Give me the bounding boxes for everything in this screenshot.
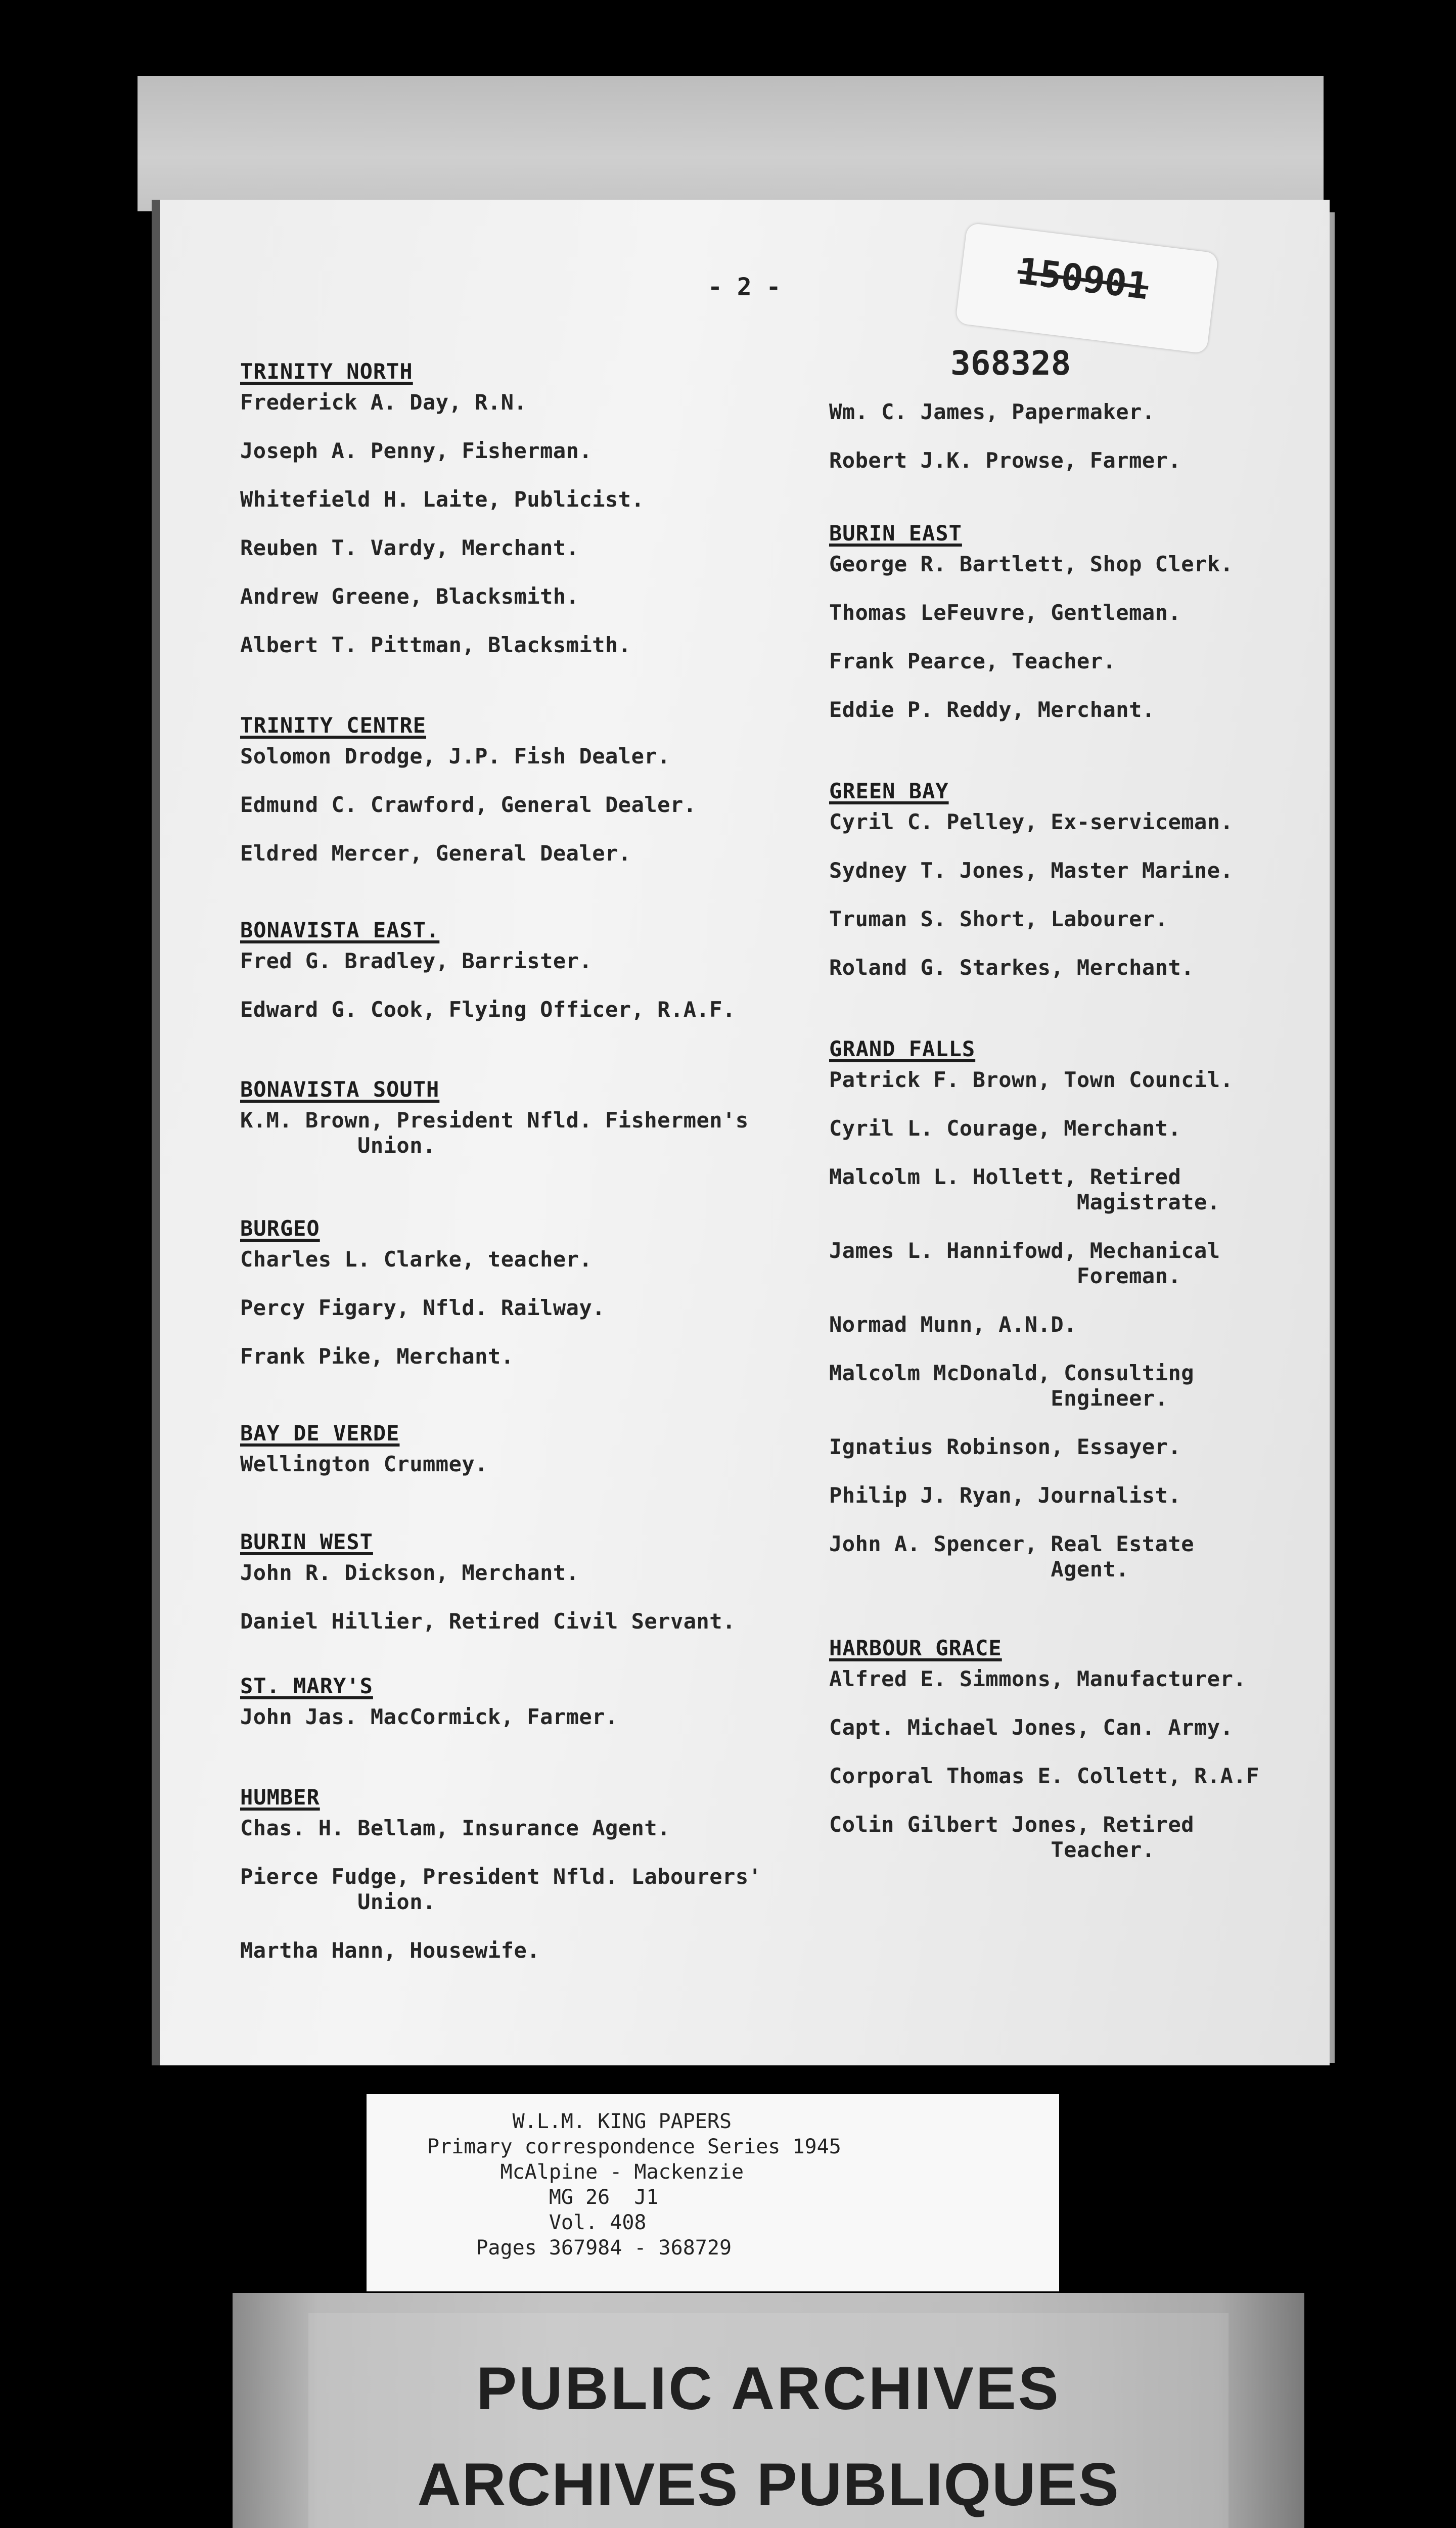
district-section xyxy=(829,1036,1416,1605)
candidate-entry: Truman S. Short, Labourer. xyxy=(829,907,1168,931)
candidate-entry: Cyril C. Pelley, Ex-serviceman. xyxy=(829,809,1234,834)
district-section xyxy=(829,521,1416,746)
district-section xyxy=(240,1785,827,1987)
candidate-entry: Ignatius Robinson, Essayer. xyxy=(829,1434,1181,1459)
candidate-entry: Andrew Greene, Blacksmith. xyxy=(240,584,579,609)
document-number: 368328 xyxy=(950,344,1071,383)
card-line: McAlpine - Mackenzie xyxy=(427,2160,744,2184)
candidate-entry: Frank Pike, Merchant. xyxy=(240,1344,514,1369)
candidate-entry: Capt. Michael Jones, Can. Army. xyxy=(829,1715,1234,1740)
candidate-entry: John Jas. MacCormick, Farmer. xyxy=(240,1704,618,1729)
candidate-entry: Pierce Fudge, President Nfld. Labourers' Union. xyxy=(240,1864,762,1914)
candidate-entry: Philip J. Ryan, Journalist. xyxy=(829,1483,1181,1508)
district-section xyxy=(240,918,827,1046)
candidate-entry: Albert T. Pittman, Blacksmith. xyxy=(240,633,631,657)
public-archives-plate xyxy=(233,2293,1304,2528)
candidate-entry: Eldred Mercer, General Dealer. xyxy=(240,841,631,866)
district-heading: BAY DE VERDE xyxy=(240,1421,400,1446)
district-heading: BURIN EAST xyxy=(829,521,962,546)
district-heading: TRINITY CENTRE xyxy=(240,713,427,738)
candidate-entry: John A. Spencer, Real Estate Agent. xyxy=(829,1531,1195,1582)
candidate-entry: Frank Pearce, Teacher. xyxy=(829,649,1116,673)
candidate-entry: Wm. C. James, Papermaker. xyxy=(829,399,1155,424)
candidate-entry: Reuben T. Vardy, Merchant. xyxy=(240,535,579,560)
district-heading: ST. MARY'S xyxy=(240,1674,373,1698)
candidate-entry: Malcolm McDonald, Consulting Engineer. xyxy=(829,1361,1195,1411)
candidate-entry: Colin Gilbert Jones, Retired Teacher. xyxy=(829,1812,1195,1862)
district-section xyxy=(240,1421,827,1500)
district-section xyxy=(829,779,1416,1004)
candidate-entry: Malcolm L. Hollett, Retired Magistrate. xyxy=(829,1164,1220,1214)
card-line: Primary correspondence Series 1945 xyxy=(427,2135,841,2158)
district-heading: GREEN BAY xyxy=(829,779,949,803)
candidate-entry: Martha Hann, Housewife. xyxy=(240,1938,540,1963)
card-line: Vol. 408 xyxy=(427,2211,647,2234)
candidate-entry: Edmund C. Crawford, General Dealer. xyxy=(240,792,697,817)
candidate-entry: Wellington Crummey. xyxy=(240,1452,488,1476)
candidate-entry: Joseph A. Penny, Fisherman. xyxy=(240,438,593,463)
candidate-entry: Percy Figary, Nfld. Railway. xyxy=(240,1295,606,1320)
candidate-entry: Edward G. Cook, Flying Officer, R.A.F. xyxy=(240,997,736,1022)
candidate-entry: Sydney T. Jones, Master Marine. xyxy=(829,858,1234,883)
candidate-entry: Thomas LeFeuvre, Gentleman. xyxy=(829,600,1181,625)
candidate-entry: Normad Munn, A.N.D. xyxy=(829,1312,1077,1337)
candidate-entry: Solomon Drodge, J.P. Fish Dealer. xyxy=(240,744,670,769)
district-section xyxy=(240,359,827,681)
archives-line-english: PUBLIC ARCHIVES xyxy=(476,2355,1061,2422)
archive-reference-card xyxy=(367,2094,1059,2291)
top-paper-strip xyxy=(138,76,1324,211)
candidate-entry: Fred G. Bradley, Barrister. xyxy=(240,949,593,973)
card-line: Pages 367984 - 368729 xyxy=(427,2236,732,2260)
district-section xyxy=(240,1529,827,1657)
candidate-entry: James L. Hannifowd, Mechanical Foreman. xyxy=(829,1238,1220,1288)
district-heading: BONAVISTA EAST. xyxy=(240,918,440,942)
district-section xyxy=(240,713,827,889)
district-section-continued xyxy=(829,399,1416,496)
candidate-entry: Whitefield H. Laite, Publicist. xyxy=(240,487,645,512)
candidate-entry: Charles L. Clarke, teacher. xyxy=(240,1247,593,1272)
candidate-entry: Eddie P. Reddy, Merchant. xyxy=(829,697,1155,722)
candidate-entry: George R. Bartlett, Shop Clerk. xyxy=(829,552,1234,576)
district-heading: BURIN WEST xyxy=(240,1529,373,1554)
district-section xyxy=(240,1077,827,1182)
candidate-entry: K.M. Brown, President Nfld. Fishermen's Union. xyxy=(240,1108,749,1158)
candidate-entry: Patrick F. Brown, Town Council. xyxy=(829,1067,1234,1092)
district-heading: GRAND FALLS xyxy=(829,1036,976,1061)
district-heading: BURGEO xyxy=(240,1216,320,1241)
card-line: W.L.M. KING PAPERS xyxy=(427,2110,732,2133)
candidate-entry: Daniel Hillier, Retired Civil Servant. xyxy=(240,1609,736,1634)
district-heading: HUMBER xyxy=(240,1785,320,1810)
candidate-entry: Chas. H. Bellam, Insurance Agent. xyxy=(240,1816,670,1840)
candidate-entry: Frederick A. Day, R.N. xyxy=(240,390,527,415)
candidate-entry: Roland G. Starkes, Merchant. xyxy=(829,955,1195,980)
candidate-entry: John R. Dickson, Merchant. xyxy=(240,1560,579,1585)
page-number: - 2 - xyxy=(708,273,781,301)
card-line: MG 26 J1 xyxy=(427,2186,659,2209)
candidate-entry: Robert J.K. Prowse, Farmer. xyxy=(829,448,1181,473)
district-section xyxy=(829,1636,1416,1886)
district-heading: TRINITY NORTH xyxy=(240,359,413,384)
district-heading: HARBOUR GRACE xyxy=(829,1636,1002,1660)
district-heading: BONAVISTA SOUTH xyxy=(240,1077,440,1102)
district-section xyxy=(240,1216,827,1392)
district-section xyxy=(240,1674,827,1753)
archives-line-french: ARCHIVES PUBLIQUES xyxy=(417,2451,1120,2518)
candidate-entry: Alfred E. Simmons, Manufacturer. xyxy=(829,1666,1247,1691)
stamp-number: 150901 xyxy=(1015,249,1151,308)
candidate-entry: Corporal Thomas E. Collett, R.A.F xyxy=(829,1764,1259,1788)
candidate-entry: Cyril L. Courage, Merchant. xyxy=(829,1116,1181,1141)
